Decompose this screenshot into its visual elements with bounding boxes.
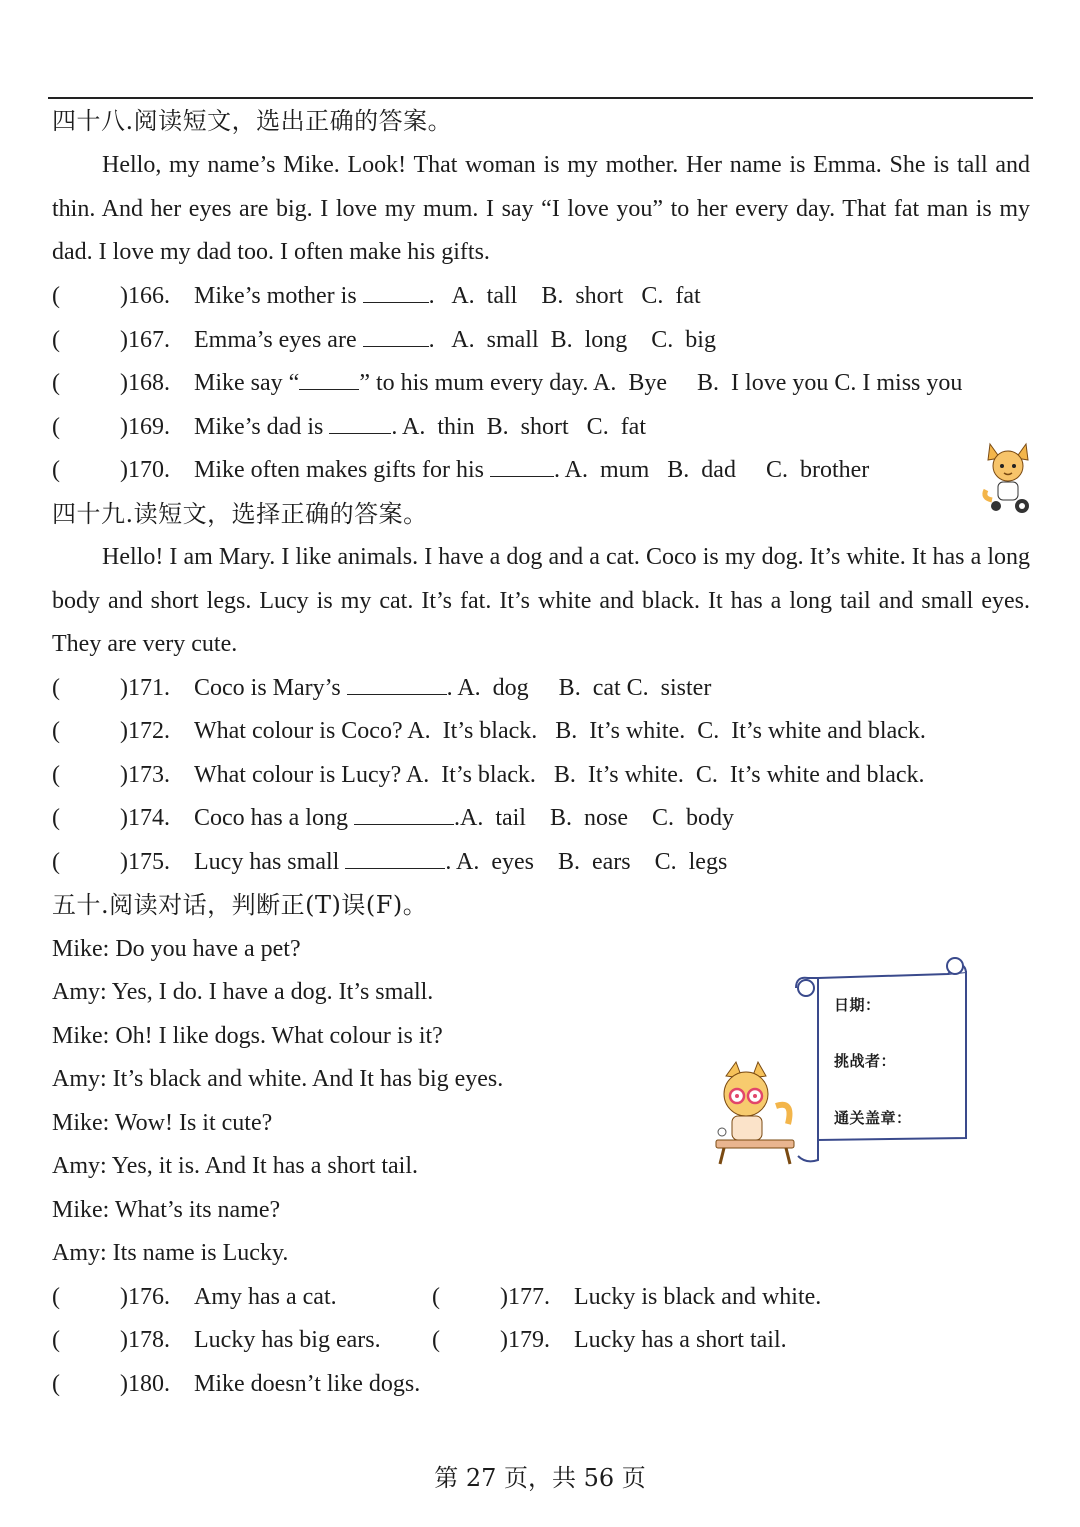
question-number: )171. (120, 675, 170, 701)
question-number: )173. (120, 762, 170, 788)
answer-blank[interactable] (329, 413, 391, 434)
question-177 (432, 1282, 821, 1312)
question-options: ” to his mum every day. A. Bye B. I love you C. I miss you (359, 370, 963, 396)
question-180 (52, 1369, 420, 1399)
dialogue-line: Mike: What’s its name? (52, 1197, 281, 1223)
dialogue-line: Mike: Wow! Is it cute? (52, 1110, 273, 1136)
question-178 (52, 1325, 381, 1355)
question-text: Lucky has a short tail. (574, 1327, 787, 1353)
section-50-heading: 五十.阅读对话，判断正(T)误(F)。 (52, 891, 428, 919)
question-168 (52, 368, 962, 398)
section-49-heading: 四十九.读短文，选择正确的答案。 (52, 500, 428, 528)
answer-blank[interactable] (354, 804, 454, 825)
question-text: What colour is Lucy? A. It’s black. B. It’s white. C. It’s white and black. (194, 762, 925, 788)
fox-mascot-icon (980, 440, 1036, 516)
section-48-passage: Hello, my name’s Mike. Look! That woman is my mother. Her name is Emma. She is tall and thin. And her eyes are big. I love my mum. I say “I love you” to her every day. That fat man is my dad. I love my dad too. I often make his gifts. (52, 152, 1030, 266)
question-options: . A. mum B. dad C. brother (553, 457, 870, 483)
answer-paren[interactable]: ( (432, 1284, 440, 1310)
question-173 (52, 760, 925, 790)
answer-paren[interactable]: ( (52, 675, 60, 701)
section-49-passage: Hello! I am Mary. I like animals. I have a dog and a cat. Coco is my dog. It’s white. It has a long body and short legs. Lucy is my cat. It’s fat. It’s white and black. It has a long tail and small eyes. They are very cute. (52, 544, 1030, 658)
dialogue-line: Amy: It’s black and white. And It has big eyes. (52, 1066, 504, 1092)
answer-paren[interactable]: ( (52, 1284, 60, 1310)
question-options: . A. dog B. cat C. sister (446, 675, 712, 701)
question-text: Mike’s dad is (194, 414, 330, 440)
question-170 (52, 455, 869, 485)
question-number: )166. (120, 283, 170, 309)
question-options: . A. small B. long C. big (428, 327, 716, 353)
question-175 (52, 847, 727, 877)
answer-blank[interactable] (345, 848, 445, 869)
scroll-stamp-label: 通关盖章： (834, 1109, 912, 1127)
answer-paren[interactable]: ( (52, 283, 60, 309)
answer-paren[interactable]: ( (52, 457, 60, 483)
question-text: Lucy has small (194, 849, 346, 875)
question-text: Coco is Mary’s (194, 675, 347, 701)
question-number: )179. (500, 1327, 550, 1353)
question-text: Lucky has big ears. (194, 1327, 381, 1353)
scroll-date-label: 日期： (834, 996, 881, 1014)
question-number: )178. (120, 1327, 170, 1353)
question-text: What colour is Coco? A. It’s black. B. It’s white. C. It’s white and black. (194, 718, 926, 744)
question-text: Mike doesn’t like dogs. (194, 1371, 421, 1397)
question-number: )176. (120, 1284, 170, 1310)
answer-paren[interactable]: ( (52, 1371, 60, 1397)
dialogue-line: Amy: Yes, I do. I have a dog. It’s small. (52, 979, 434, 1005)
answer-paren[interactable]: ( (52, 370, 60, 396)
question-text: Coco has a long (194, 805, 354, 831)
question-options: . A. tall B. short C. fat (428, 283, 701, 309)
answer-paren[interactable]: ( (52, 805, 60, 831)
cat-girl-mascot-icon (712, 1060, 802, 1168)
question-166 (52, 281, 701, 311)
dialogue-line: Mike: Do you have a pet? (52, 936, 301, 962)
question-176 (52, 1282, 337, 1312)
question-text: Emma’s eyes are (194, 327, 363, 353)
header-rule (48, 97, 1033, 99)
answer-blank[interactable] (363, 282, 429, 303)
question-number: )167. (120, 327, 170, 353)
dialogue-line: Amy: Its name is Lucky. (52, 1240, 289, 1266)
question-text: Amy has a cat. (194, 1284, 337, 1310)
dialogue-line: Amy: Yes, it is. And It has a short tail. (52, 1153, 419, 1179)
question-171 (52, 673, 711, 703)
question-text: Mike often makes gifts for his (194, 457, 490, 483)
answer-paren[interactable]: ( (52, 327, 60, 353)
answer-paren[interactable]: ( (432, 1327, 440, 1353)
question-number: )172. (120, 718, 170, 744)
question-172 (52, 716, 926, 746)
question-options: . A. thin B. short C. fat (391, 414, 646, 440)
answer-blank[interactable] (363, 326, 429, 347)
question-179 (432, 1325, 787, 1355)
section-48-heading: 四十八.阅读短文，选出正确的答案。 (52, 107, 453, 135)
answer-paren[interactable]: ( (52, 762, 60, 788)
question-number: )174. (120, 805, 170, 831)
answer-blank[interactable] (490, 456, 554, 477)
answer-paren[interactable]: ( (52, 849, 60, 875)
answer-paren[interactable]: ( (52, 1327, 60, 1353)
answer-paren[interactable]: ( (52, 718, 60, 744)
answer-blank[interactable] (347, 674, 447, 695)
scroll-challenger-label: 挑战者： (834, 1052, 897, 1070)
question-text: Mike’s mother is (194, 283, 363, 309)
answer-paren[interactable]: ( (52, 414, 60, 440)
question-number: )175. (120, 849, 170, 875)
question-options: .A. tail B. nose C. body (453, 805, 734, 831)
question-number: )177. (500, 1284, 550, 1310)
page-footer: 第 27 页，共 56 页 (434, 1464, 646, 1492)
question-167 (52, 325, 716, 355)
question-text: Mike say “ (194, 370, 300, 396)
question-number: )168. (120, 370, 170, 396)
question-169 (52, 412, 646, 442)
answer-blank[interactable] (299, 369, 359, 390)
question-number: )180. (120, 1371, 170, 1397)
question-number: )170. (120, 457, 170, 483)
question-number: )169. (120, 414, 170, 440)
question-text: Lucky is black and white. (574, 1284, 822, 1310)
question-options: . A. eyes B. ears C. legs (445, 849, 728, 875)
question-174 (52, 803, 734, 833)
dialogue-line: Mike: Oh! I like dogs. What colour is it? (52, 1023, 443, 1049)
